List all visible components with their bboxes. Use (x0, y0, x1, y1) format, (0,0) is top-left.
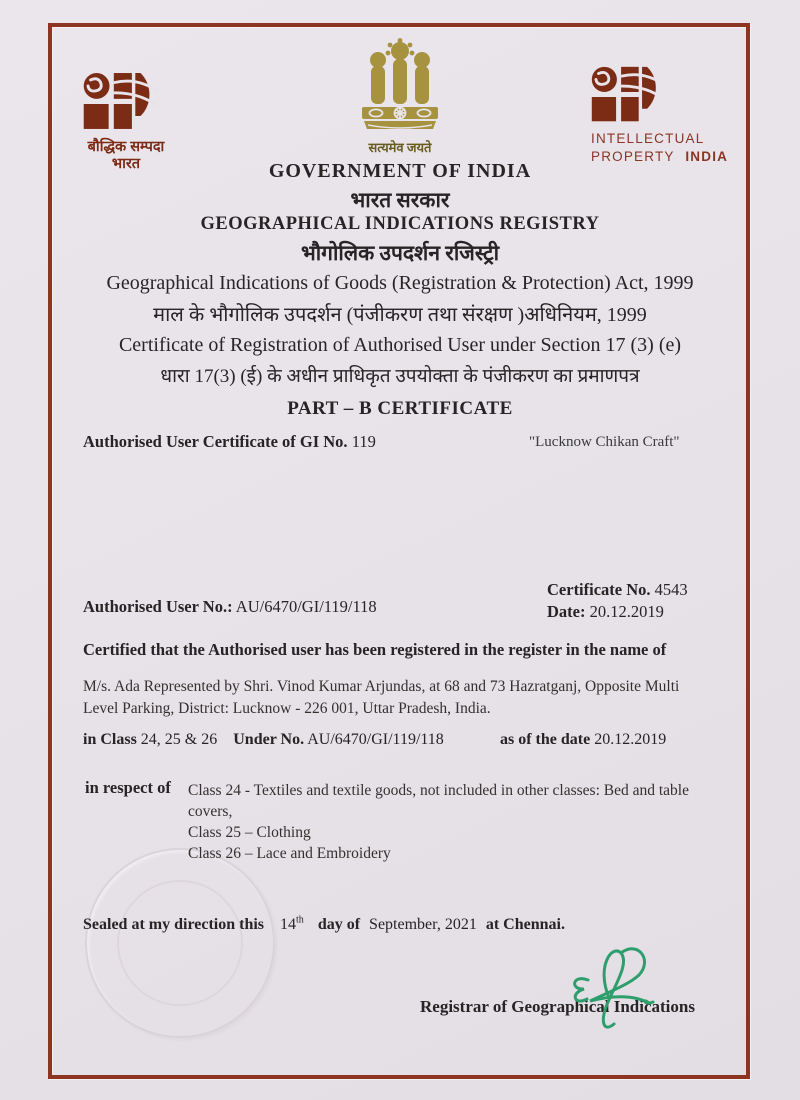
government-of-india-title: GOVERNMENT OF INDIA (268, 160, 532, 182)
class-26-description: Class 26 – Lace and Embroidery (188, 845, 391, 862)
ip-india-right-caption-india: INDIA (685, 149, 729, 164)
sealed-line (83, 916, 565, 934)
gi-number-value: 119 (351, 432, 376, 451)
registry-title: GEOGRAPHICAL INDICATIONS REGISTRY (200, 214, 600, 234)
holder-details: M/s. Ada Represented by Shri. Vinod Kumar Arjundas, at 68 and 73 Hazratganj, Opposite Multi Level Parking, District: Lucknow - 226 001, Uttar Pradesh, India. (83, 678, 680, 717)
section-line: Certificate of Registration of Authorised User under Section 17 (3) (e) (118, 334, 682, 356)
as-of-date-label: as of the date (500, 731, 591, 748)
sealed-at-place: at Chennai. (485, 916, 565, 933)
authorised-user-number-value: AU/6470/GI/119/118 (235, 597, 377, 616)
emblem-motto: सत्यमेव जयते (368, 140, 432, 155)
gi-number-label: Authorised User Certificate of GI No. (83, 432, 348, 451)
certificate-date-label: Date: (547, 602, 586, 621)
class-24-description: Class 24 - Textiles and textile goods, not included in other classes: Bed and table covers, (188, 782, 689, 820)
section-line-hindi: धारा 17(3) (ई) के अधीन प्राधिकृत उपयोक्ता के पंजीकरण का प्रमाणपत्र (160, 366, 640, 387)
registry-title-hindi: भौगोलिक उपदर्शन रजिस्ट्री (300, 241, 500, 265)
ip-india-left-caption-line2: भारत (111, 156, 141, 172)
class-descriptions (188, 780, 700, 864)
under-no-value: AU/6470/GI/119/118 (307, 731, 444, 748)
sealed-prefix: Sealed at my direction this (83, 916, 265, 933)
certificate-number-value: 4543 (654, 580, 688, 599)
certificate-date-value: 20.12.2019 (589, 602, 664, 621)
certificate-date-line (547, 601, 688, 623)
act-title-hindi: माल के भौगोलिक उपदर्शन (पंजीकरण तथा संरक्षण )अधिनियम, 1999 (153, 304, 647, 326)
sealed-month: September, 2021 (369, 916, 477, 933)
as-of-date-value: 20.12.2019 (594, 731, 667, 748)
registrar-signature (556, 940, 666, 1040)
government-of-india-title-hindi: भारत सरकार (350, 188, 450, 212)
as-of-date-line (500, 731, 666, 749)
in-class-label: in Class (83, 731, 137, 748)
ip-india-logo-right-icon (590, 66, 674, 128)
part-b-certificate-title: PART – B CERTIFICATE (287, 398, 513, 419)
class-25-description: Class 25 – Clothing (188, 824, 311, 841)
ip-india-right-caption-line1: INTELLECTUAL (591, 131, 705, 146)
authorised-user-number-line (83, 597, 377, 617)
gi-number-row (83, 432, 376, 452)
act-title: Geographical Indications of Goods (Registration & Protection) Act, 1999 (106, 272, 694, 294)
sealed-day-of: day of (317, 916, 361, 933)
ip-india-logo-left-icon (82, 72, 168, 136)
under-no-label: Under No. (233, 731, 305, 748)
sealed-day: 14th (280, 914, 304, 933)
registrar-title: Registrar of Geographical Indications (420, 997, 695, 1016)
authorised-user-number-label: Authorised User No.: (83, 597, 233, 616)
certificate-number-label: Certificate No. (547, 580, 651, 599)
certified-statement: Certified that the Authorised user has been registered in the register in the name of (83, 640, 667, 659)
in-respect-of-label: in respect of (85, 778, 171, 797)
certificate-number-block (547, 579, 688, 623)
ashoka-emblem-icon (348, 38, 452, 138)
ip-india-right-caption-property: PROPERTY (591, 149, 675, 164)
ip-india-left-caption-line1: बौद्धिक सम्पदा (87, 139, 165, 155)
in-class-value: 24, 25 & 26 (140, 731, 218, 748)
gi-name: "Lucknow Chikan Craft" (529, 434, 680, 450)
certificate-number-line (547, 579, 688, 601)
class-under-line (83, 731, 444, 749)
